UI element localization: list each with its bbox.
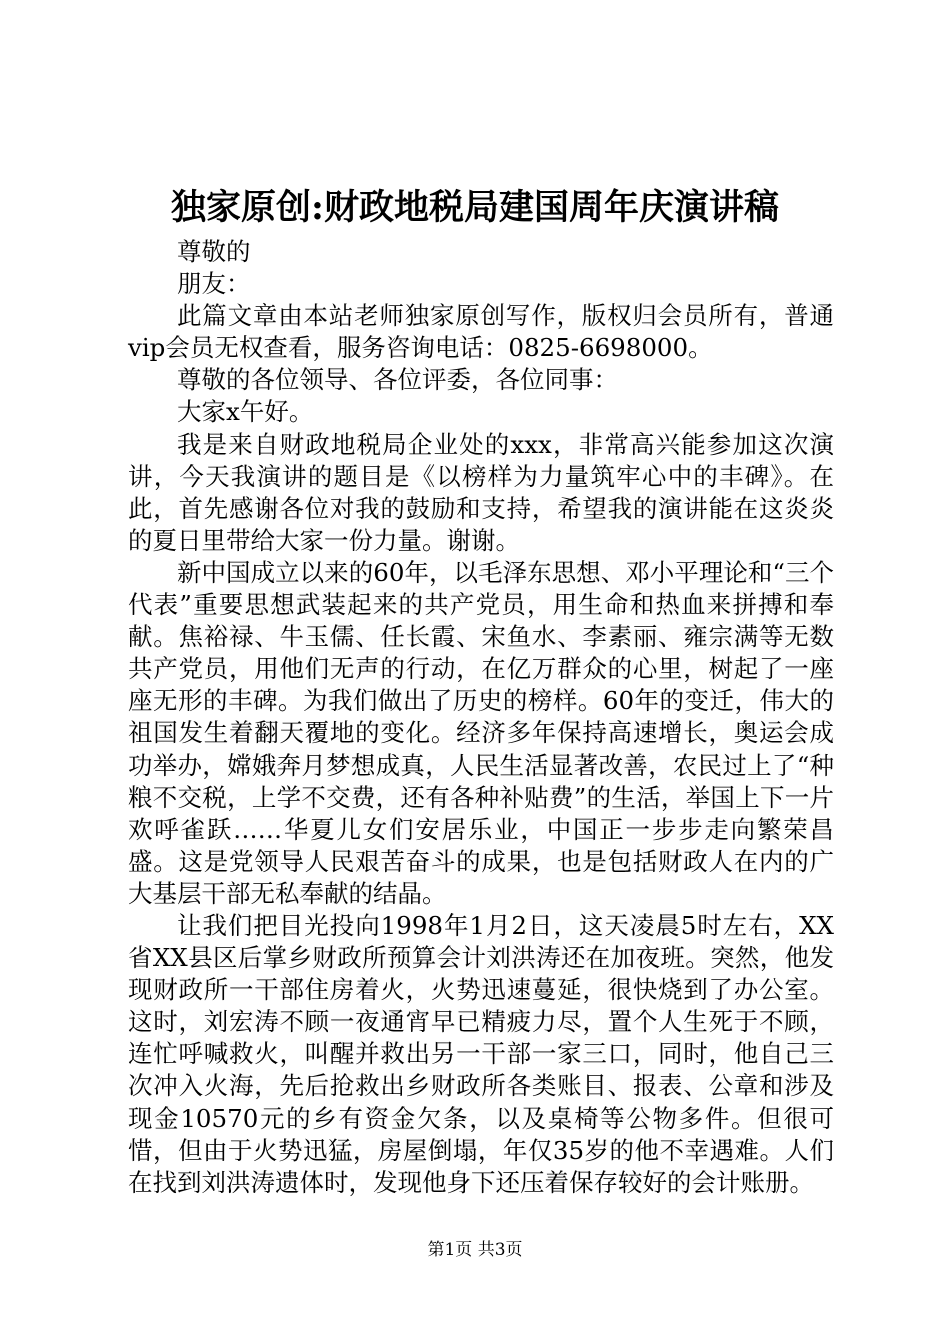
story-paragraph: 让我们把目光投向1998年1月2日，这天凌晨5时左右，XX省XX县区后掌乡财政所预算会计刘洪涛还在加夜班。突然，他发现财政所一干部住房着火，火势迅速蔓延，很快烧到了办公室。这时，刘宏涛不顾一夜通宵早已精疲力尽，置个人生死于不顾，连忙呼喊救火，叫醒并救出另一干部一家三口，同时，他自己三次冲入火海，先后抢救出乡财政所各类账目、报表、公章和涉及现金10570元的乡有资金欠条，以及桌椅等公物多件。但很可惜，但由于火势迅猛，房屋倒塌，年仅35岁的他不幸遇难。人们在找到刘洪涛遗体时，发现他身下还压着保存较好的会计账册。 [128,910,834,1197]
page-number-footer: 第1页 共3页 [427,1240,523,1260]
introduction-paragraph: 我是来自财政地税局企业处的xxx，非常高兴能参加这次演讲，今天我演讲的题目是《以榜样为力量筑牢心中的丰碑》。在此，首先感谢各位对我的鼓励和支持，希望我的演讲能在这炎炎的夏日里带给大家一份力量。谢谢。 [128,429,834,555]
good-day-greeting: 大家x午好。 [177,397,314,427]
copyright-notice-paragraph: 此篇文章由本站老师独家原创写作，版权归会员所有，普通vip会员无权查看，服务咨询电话：0825-6698000。 [128,301,834,363]
history-paragraph: 新中国成立以来的60年，以毛泽东思想、邓小平理论和“三个代表”重要思想武装起来的共产党员，用生命和热血来拼搏和奉献。焦裕禄、牛玉儒、任长霞、宋鱼水、李素丽、雍宗满等无数共产党员，用他们无声的行动，在亿万群众的心里，树起了一座座无形的丰碑。为我们做出了历史的榜样。60年的变迁，伟大的祖国发生着翻天覆地的变化。经济多年保持高速增长，奥运会成功举办，嫦娥奔月梦想成真，人民生活显著改善，农民过上了“种粮不交税，上学不交费，还有各种补贴费”的生活，举国上下一片欢呼雀跃……华夏儿女们安居乐业，中国正一步步走向繁荣昌盛。这是党领导人民艰苦奋斗的成果，也是包括财政人在内的广大基层干部无私奉献的结晶。 [128,557,834,908]
document-body [128,236,834,1199]
salutation-line-2: 朋友： [177,269,251,299]
document-title: 独家原创:财政地税局建国周年庆演讲稿 [171,187,779,228]
audience-greeting: 尊敬的各位领导、各位评委，各位同事： [177,365,618,395]
salutation-line-1: 尊敬的 [177,237,251,266]
